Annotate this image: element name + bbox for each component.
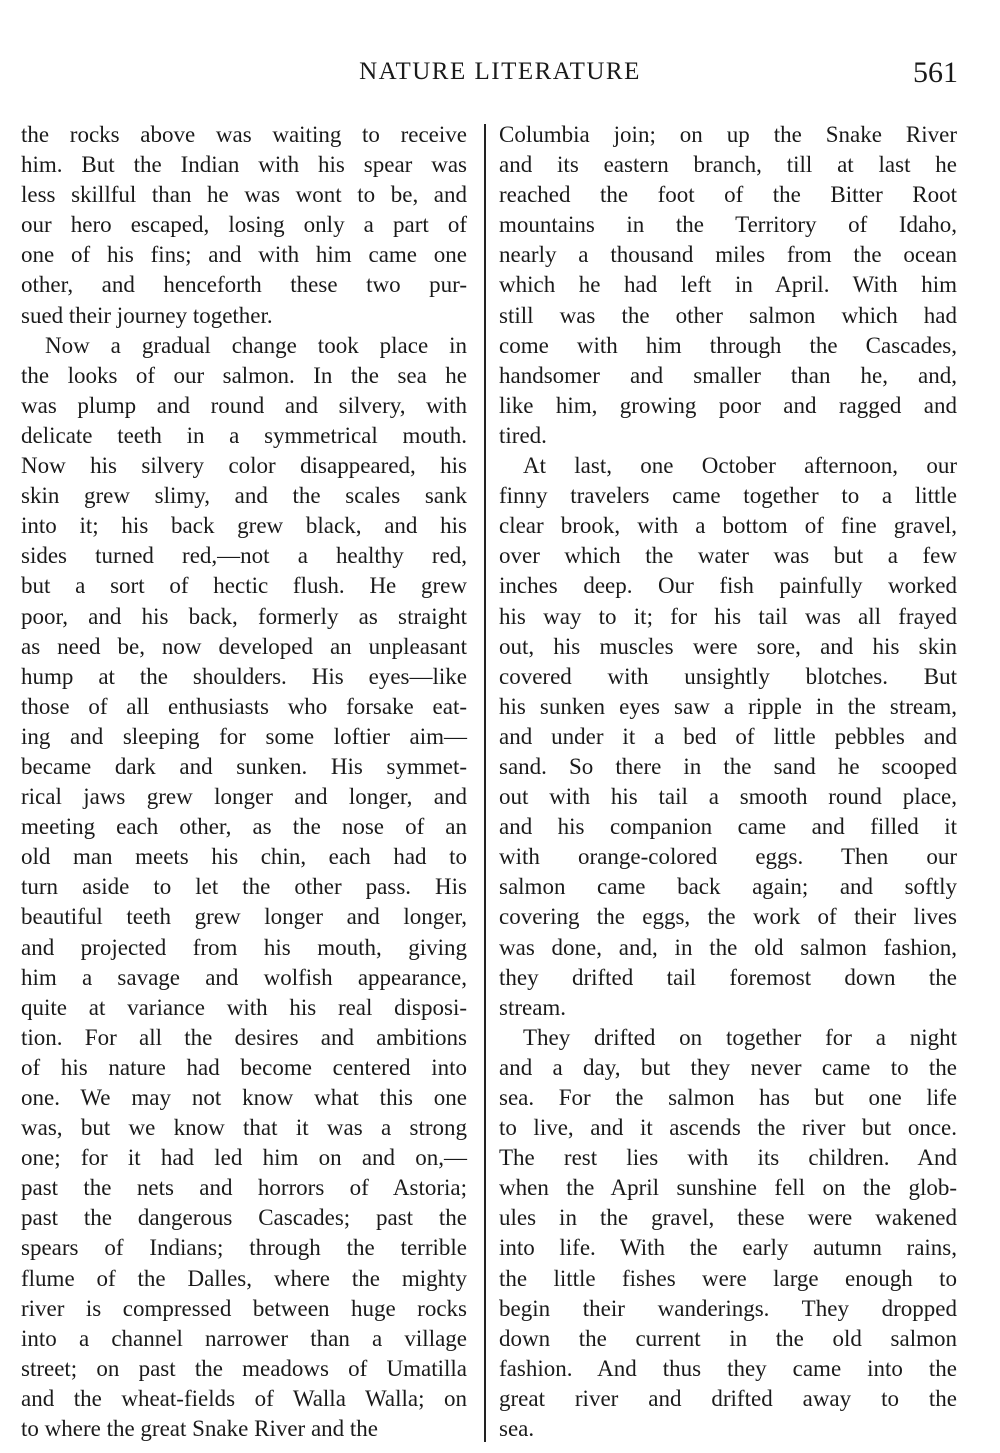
text-line: and projected from his mouth, giving [21,934,467,960]
text-line: rical jaws grew longer and longer, and [21,784,467,810]
text-line: one; for it had led him on and on,— [21,1145,467,1171]
text-line: other, and henceforth these two pur- [21,272,467,298]
right-column [499,120,957,1444]
text-line: to live, and it ascends the river but once. [499,1115,957,1141]
text-line: handsomer and smaller than he, and, [499,362,957,388]
text-line: became dark and sunken. His symmet- [21,753,467,779]
text-line: as need be, now developed an unpleasant [21,633,467,659]
text-line: him. But the Indian with his spear was [21,152,467,178]
text-line: the looks of our salmon. In the sea he [21,362,467,388]
text-line: delicate teeth in a symmetrical mouth. [21,422,467,448]
text-line: his sunken eyes saw a ripple in the stream, [499,693,957,719]
text-line: covering the eggs, the work of their lives [499,904,957,930]
text-line: into a channel narrower than a village [21,1325,467,1351]
text-line: and the wheat-fields of Walla Walla; on [21,1385,467,1411]
text-line: into it; his back grew black, and his [21,513,467,539]
text-line: sea. For the salmon has but one life [499,1085,957,1110]
text-line: mountains in the Territory of Idaho, [499,212,957,238]
text-line: down the current in the old salmon [499,1325,957,1351]
text-line: to where the great Snake River and the [21,1416,379,1442]
text-line: ing and sleeping for some loftier aim— [21,723,467,749]
text-line: come with him through the Cascades, [499,332,957,358]
paragraph [499,451,957,1023]
text-line: Now a gradual change took place in [45,332,467,358]
text-line: him a savage and wolfish appearance, [21,964,467,990]
text-line: with orange-colored eggs. Then our [499,844,957,870]
text-line: old man meets his chin, each had to [21,844,467,870]
running-title: NATURE LITERATURE [359,58,641,85]
page-header [0,58,1000,98]
text-line: tired. [499,422,547,448]
text-line: begin their wanderings. They dropped [499,1295,957,1321]
text-line: one. We may not know what this one [21,1085,467,1110]
text-line: quite at variance with his real disposi- [21,994,467,1020]
text-line: but a sort of hectic flush. He grew [21,573,467,599]
text-line: those of all enthusiasts who forsake eat- [21,693,467,719]
text-line: Now his silvery color disappeared, his [21,453,467,479]
text-line: when the April sunshine fell on the glob- [499,1175,957,1201]
text-line: ules in the gravel, these were wakened [499,1205,957,1231]
text-line: was, but we know that it was a strong [21,1115,467,1141]
text-line: The rest lies with its children. And [499,1145,957,1171]
text-line: hump at the shoulders. His eyes—like [21,663,467,689]
text-line: flume of the Dalles, where the mighty [21,1265,467,1291]
text-line: less skillful than he was wont to be, and [21,182,467,208]
text-line: like him, growing poor and ragged and [499,392,957,418]
paragraph [21,120,467,331]
text-line: over which the water was but a few [499,543,957,569]
text-line: was done, and, in the old salmon fashion, [499,934,957,960]
text-line: street; on past the meadows of Umatilla [21,1355,467,1381]
text-line: river is compressed between huge rocks [21,1295,467,1321]
text-line: They drifted on together for a night [523,1024,957,1050]
text-line: sea. [499,1416,535,1442]
text-line: skin grew slimy, and the scales sank [21,483,467,509]
text-line: great river and drifted away to the [499,1385,957,1411]
text-line: the rocks above was waiting to receive [21,122,467,147]
text-line: of his nature had become centered into [21,1054,467,1080]
text-line: poor, and his back, formerly as straight [21,603,467,629]
text-line: turn aside to let the other pass. His [21,874,467,900]
text-line: At last, one October afternoon, our [523,453,957,479]
text-line: and a day, but they never came to the [499,1054,957,1080]
text-line: inches deep. Our fish painfully worked [499,573,957,599]
text-line: sand. So there in the sand he scooped [499,753,957,779]
text-line: out with his tail a smooth round place, [499,784,957,810]
text-line: his way to it; for his tail was all frayed [499,603,957,629]
text-line: clear brook, with a bottom of fine gravel, [499,513,957,539]
text-line: stream. [499,994,567,1020]
text-line: was plump and round and silvery, with [21,392,467,418]
text-line: fashion. And thus they came into the [499,1355,957,1381]
text-line: Columbia join; on up the Snake River [499,122,957,147]
text-line: reached the foot of the Bitter Root [499,182,957,208]
text-line: beautiful teeth grew longer and longer, [21,904,467,930]
page-number: 561 [913,56,958,89]
text-line: tion. For all the desires and ambitions [21,1024,467,1050]
text-line: into life. With the early autumn rains, [499,1235,957,1261]
text-line: our hero escaped, losing only a part of [21,212,467,238]
text-line: past the nets and horrors of Astoria; [21,1175,467,1201]
text-line: sides turned red,—not a healthy red, [21,543,467,569]
text-line: nearly a thousand miles from the ocean [499,242,957,268]
text-line: the little fishes were large enough to [499,1265,957,1291]
text-line: past the dangerous Cascades; past the [21,1205,467,1231]
text-line: which he had left in April. With him [499,272,957,298]
text-line: salmon came back again; and softly [499,874,957,900]
paragraph [499,1023,957,1444]
text-line: meeting each other, as the nose of an [21,814,467,840]
text-line: and under it a bed of little pebbles and [499,723,957,749]
text-line: out, his muscles were sore, and his skin [499,633,957,659]
text-line: sued their journey together. [21,302,273,328]
text-line: covered with unsightly blotches. But [499,663,957,689]
text-line: they drifted tail foremost down the [499,964,957,990]
text-line: finny travelers came together to a little [499,483,957,509]
text-line: and his companion came and filled it [499,814,957,840]
text-line: and its eastern branch, till at last he [499,152,957,178]
paragraph [21,331,467,1444]
paragraph [499,120,957,451]
text-line: still was the other salmon which had [499,302,957,328]
text-line: spears of Indians; through the terrible [21,1235,467,1261]
text-line: one of his fins; and with him came one [21,242,467,268]
left-column [21,120,467,1444]
column-divider [484,124,486,1442]
